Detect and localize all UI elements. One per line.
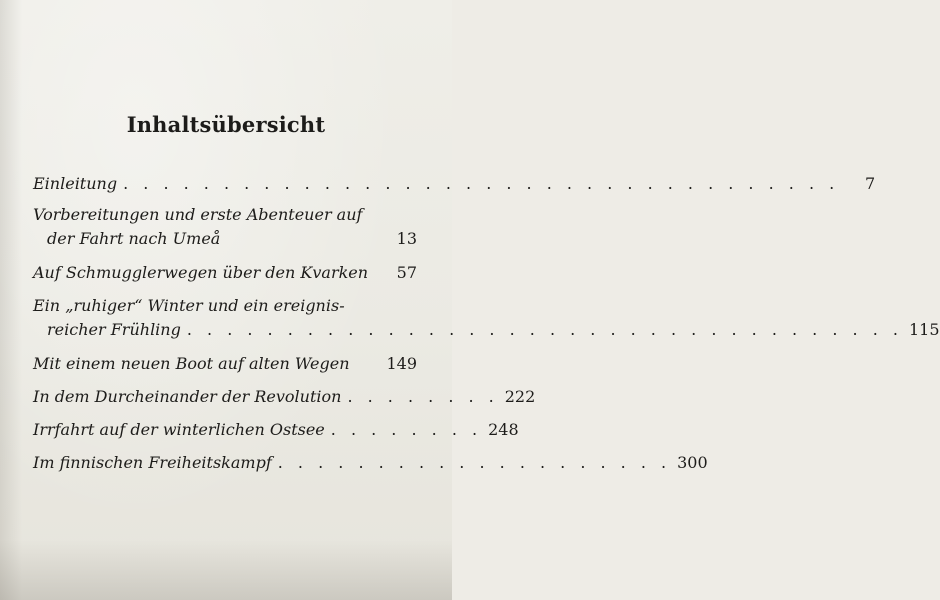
toc-entry [33, 261, 417, 285]
toc-page-number: 149 [386, 354, 417, 373]
toc-line [33, 451, 708, 475]
toc-entry-title: Im finnischen Freiheitskampf [33, 453, 272, 472]
toc-entry-title: Auf Schmugglerwegen über den Kvarken [33, 263, 369, 282]
toc-page-number: 300 [677, 453, 708, 472]
toc-line-continued [33, 227, 417, 251]
toc-page-number: 7 [865, 174, 876, 193]
toc-line [33, 352, 417, 376]
toc-entry [33, 172, 876, 196]
toc-entry [33, 203, 417, 251]
toc-entry [33, 418, 519, 442]
toc-entry-title: In dem Durcheinander der Revolution [33, 387, 342, 406]
toc-page-number: 222 [504, 387, 536, 406]
toc-page-number: 115 [908, 320, 940, 339]
toc-entry [33, 352, 417, 376]
toc-entry-title-cont: reicher Frühling [47, 320, 181, 339]
toc-line [33, 418, 519, 442]
toc-entry-title: Mit einem neuen Boot auf alten Wegen [33, 354, 350, 373]
toc-entry-title: Ein „ruhiger“ Winter und ein ereignis- [33, 296, 345, 315]
toc-leader-dots: . . . . . . . . . . . . . . . . . . . . . . . . . . . . . . . . . . . . [186, 320, 903, 339]
toc-entry-title: Irrfahrt auf der winterlichen Ostsee [33, 420, 325, 439]
toc-page-number: 248 [488, 420, 519, 439]
toc-leader-dots: . . . . . . . . [330, 420, 483, 439]
toc-page-number: 13 [396, 229, 417, 248]
toc-entry [33, 294, 940, 342]
table-of-contents [33, 172, 940, 475]
toc-entry-title: Einleitung [33, 174, 118, 193]
toc-line [33, 261, 417, 285]
toc-line-continued [33, 318, 940, 342]
page-shadow-left [0, 0, 22, 600]
toc-line [33, 385, 536, 409]
toc-entry [33, 451, 708, 475]
toc-line [33, 294, 417, 318]
toc-leader-dots: . . . . . . . . . . . . . . . . . . . . [277, 453, 672, 472]
page-shadow-bottom [0, 540, 452, 600]
toc-entry-title-cont: der Fahrt nach Umeå [47, 229, 221, 248]
toc-entry-title: Vorbereitungen und erste Abenteuer auf [33, 205, 363, 224]
toc-line [33, 203, 417, 227]
toc-leader-dots: . . . . . . . . . . . . . . . . . . . . . . . . . . . . . . . . . . . . [123, 174, 840, 193]
toc-entry [33, 385, 536, 409]
toc-line [33, 172, 876, 196]
toc-page-number: 57 [396, 263, 417, 282]
toc-title: Inhaltsübersicht [126, 112, 326, 137]
toc-leader-dots: . . . . . . . . [347, 387, 499, 406]
